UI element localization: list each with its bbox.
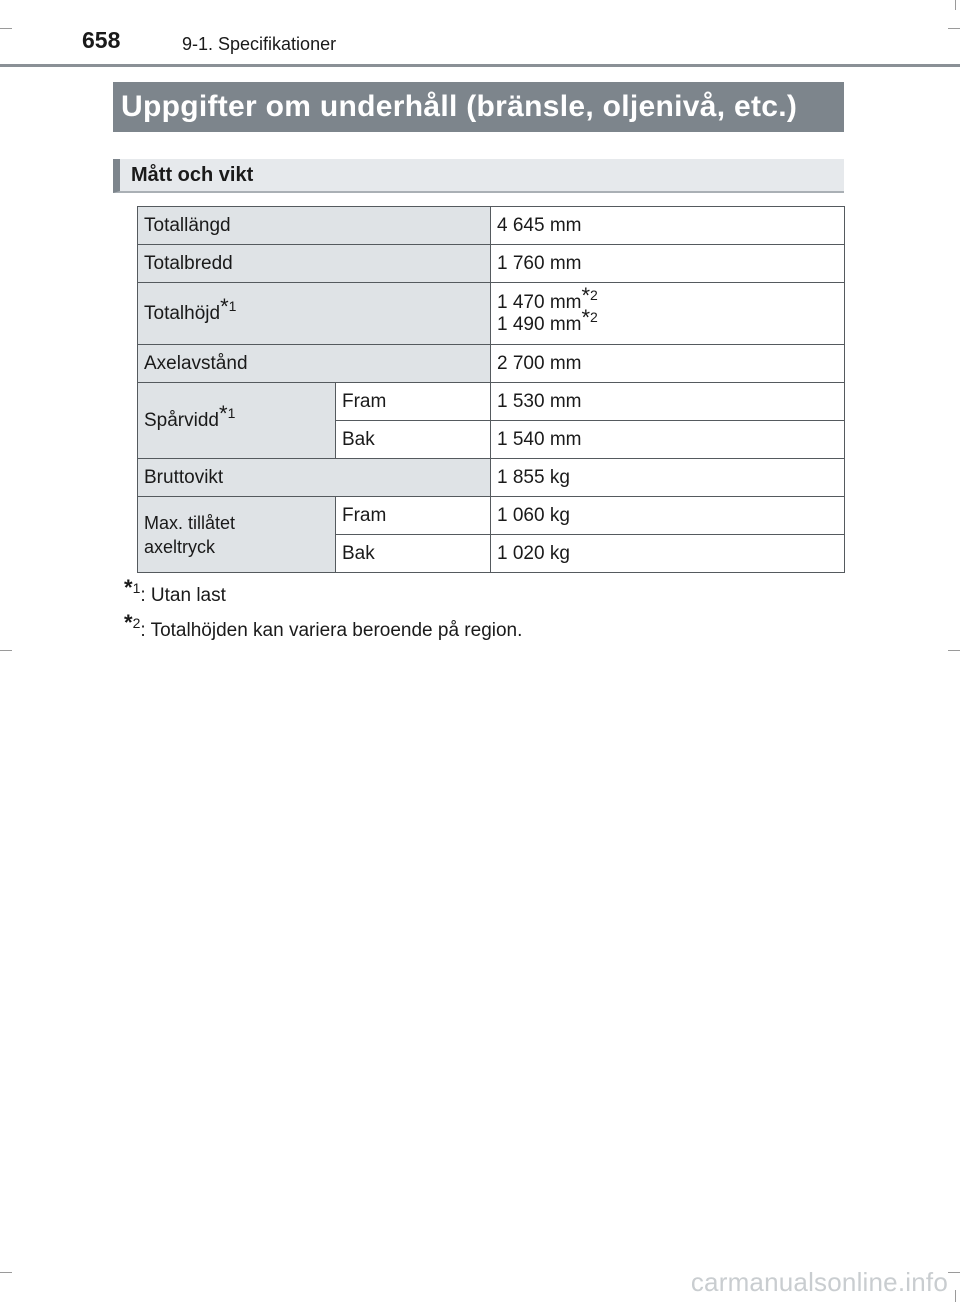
dimensions-table	[137, 206, 845, 573]
footnote-number: 1	[132, 580, 141, 596]
page-title: Uppgifter om underhåll (bränsle, oljenivå, etc.)	[113, 82, 844, 132]
crop-mark	[948, 28, 960, 29]
footnote-star: *	[581, 282, 591, 308]
footnote-ref: 2	[590, 286, 598, 303]
row-label: Totallängd	[138, 207, 491, 245]
row-label: Totalhöjd*$^1$	[138, 283, 491, 345]
footnote-star: *	[124, 610, 133, 635]
footnote	[124, 610, 523, 642]
section-label: 9-1. Specifikationer	[182, 34, 337, 54]
sub-label: Bak	[336, 535, 491, 573]
row-value: 2 700 mm	[491, 345, 845, 383]
header-rule	[0, 64, 960, 67]
footnote-text: : Totalhöjden kan variera beroende på region.	[140, 620, 523, 641]
sub-label: Fram	[336, 383, 491, 421]
subsection-heading	[113, 159, 844, 193]
footnote-star: *	[220, 293, 229, 319]
sub-label: Bak	[336, 421, 491, 459]
page-number: 658	[82, 27, 121, 53]
row-value: 1 470 mm*$^2$ 1 490 mm*$^2$	[491, 283, 845, 345]
crop-mark	[0, 1272, 12, 1273]
row-value: 1 020 kg	[491, 535, 845, 573]
row-value: 4 645 mm	[491, 207, 845, 245]
crop-mark	[948, 1272, 960, 1273]
crop-mark	[955, 0, 956, 10]
table-row	[138, 207, 845, 245]
row-value: 1 855 kg	[491, 459, 845, 497]
footnote-star: *	[581, 304, 591, 330]
footnote-ref: 1	[227, 404, 236, 421]
footnote-star: *	[124, 575, 133, 600]
table-row	[138, 283, 845, 345]
row-value: 1 060 kg	[491, 497, 845, 535]
row-label: Max. tillåtet axeltryck	[138, 497, 336, 573]
footnote-text: : Utan last	[140, 585, 226, 606]
row-value: 1 530 mm	[491, 383, 845, 421]
row-label: Spårvidd*$^1$	[138, 383, 336, 459]
table-row	[138, 497, 845, 535]
crop-mark	[948, 650, 960, 651]
row-value: 1 760 mm	[491, 245, 845, 283]
footnote-number: 2	[132, 615, 141, 631]
table-row	[138, 383, 845, 421]
crop-mark	[0, 650, 12, 651]
crop-mark	[955, 1290, 956, 1302]
row-label: Axelavstånd	[138, 345, 491, 383]
subsection-title: Mått och vikt	[131, 164, 254, 186]
row-label: Bruttovikt	[138, 459, 491, 497]
table-row	[138, 245, 845, 283]
sub-label: Fram	[336, 497, 491, 535]
row-value: 1 540 mm	[491, 421, 845, 459]
table-row	[138, 345, 845, 383]
table-row	[138, 459, 845, 497]
footnote-star: *	[219, 400, 228, 426]
row-label: Totalbredd	[138, 245, 491, 283]
watermark[interactable]: carmanualsonline.info	[690, 1267, 948, 1297]
footnote-ref: 1	[228, 297, 237, 314]
footnote	[124, 575, 226, 607]
crop-mark	[0, 28, 12, 29]
footnote-ref: 2	[590, 308, 598, 325]
